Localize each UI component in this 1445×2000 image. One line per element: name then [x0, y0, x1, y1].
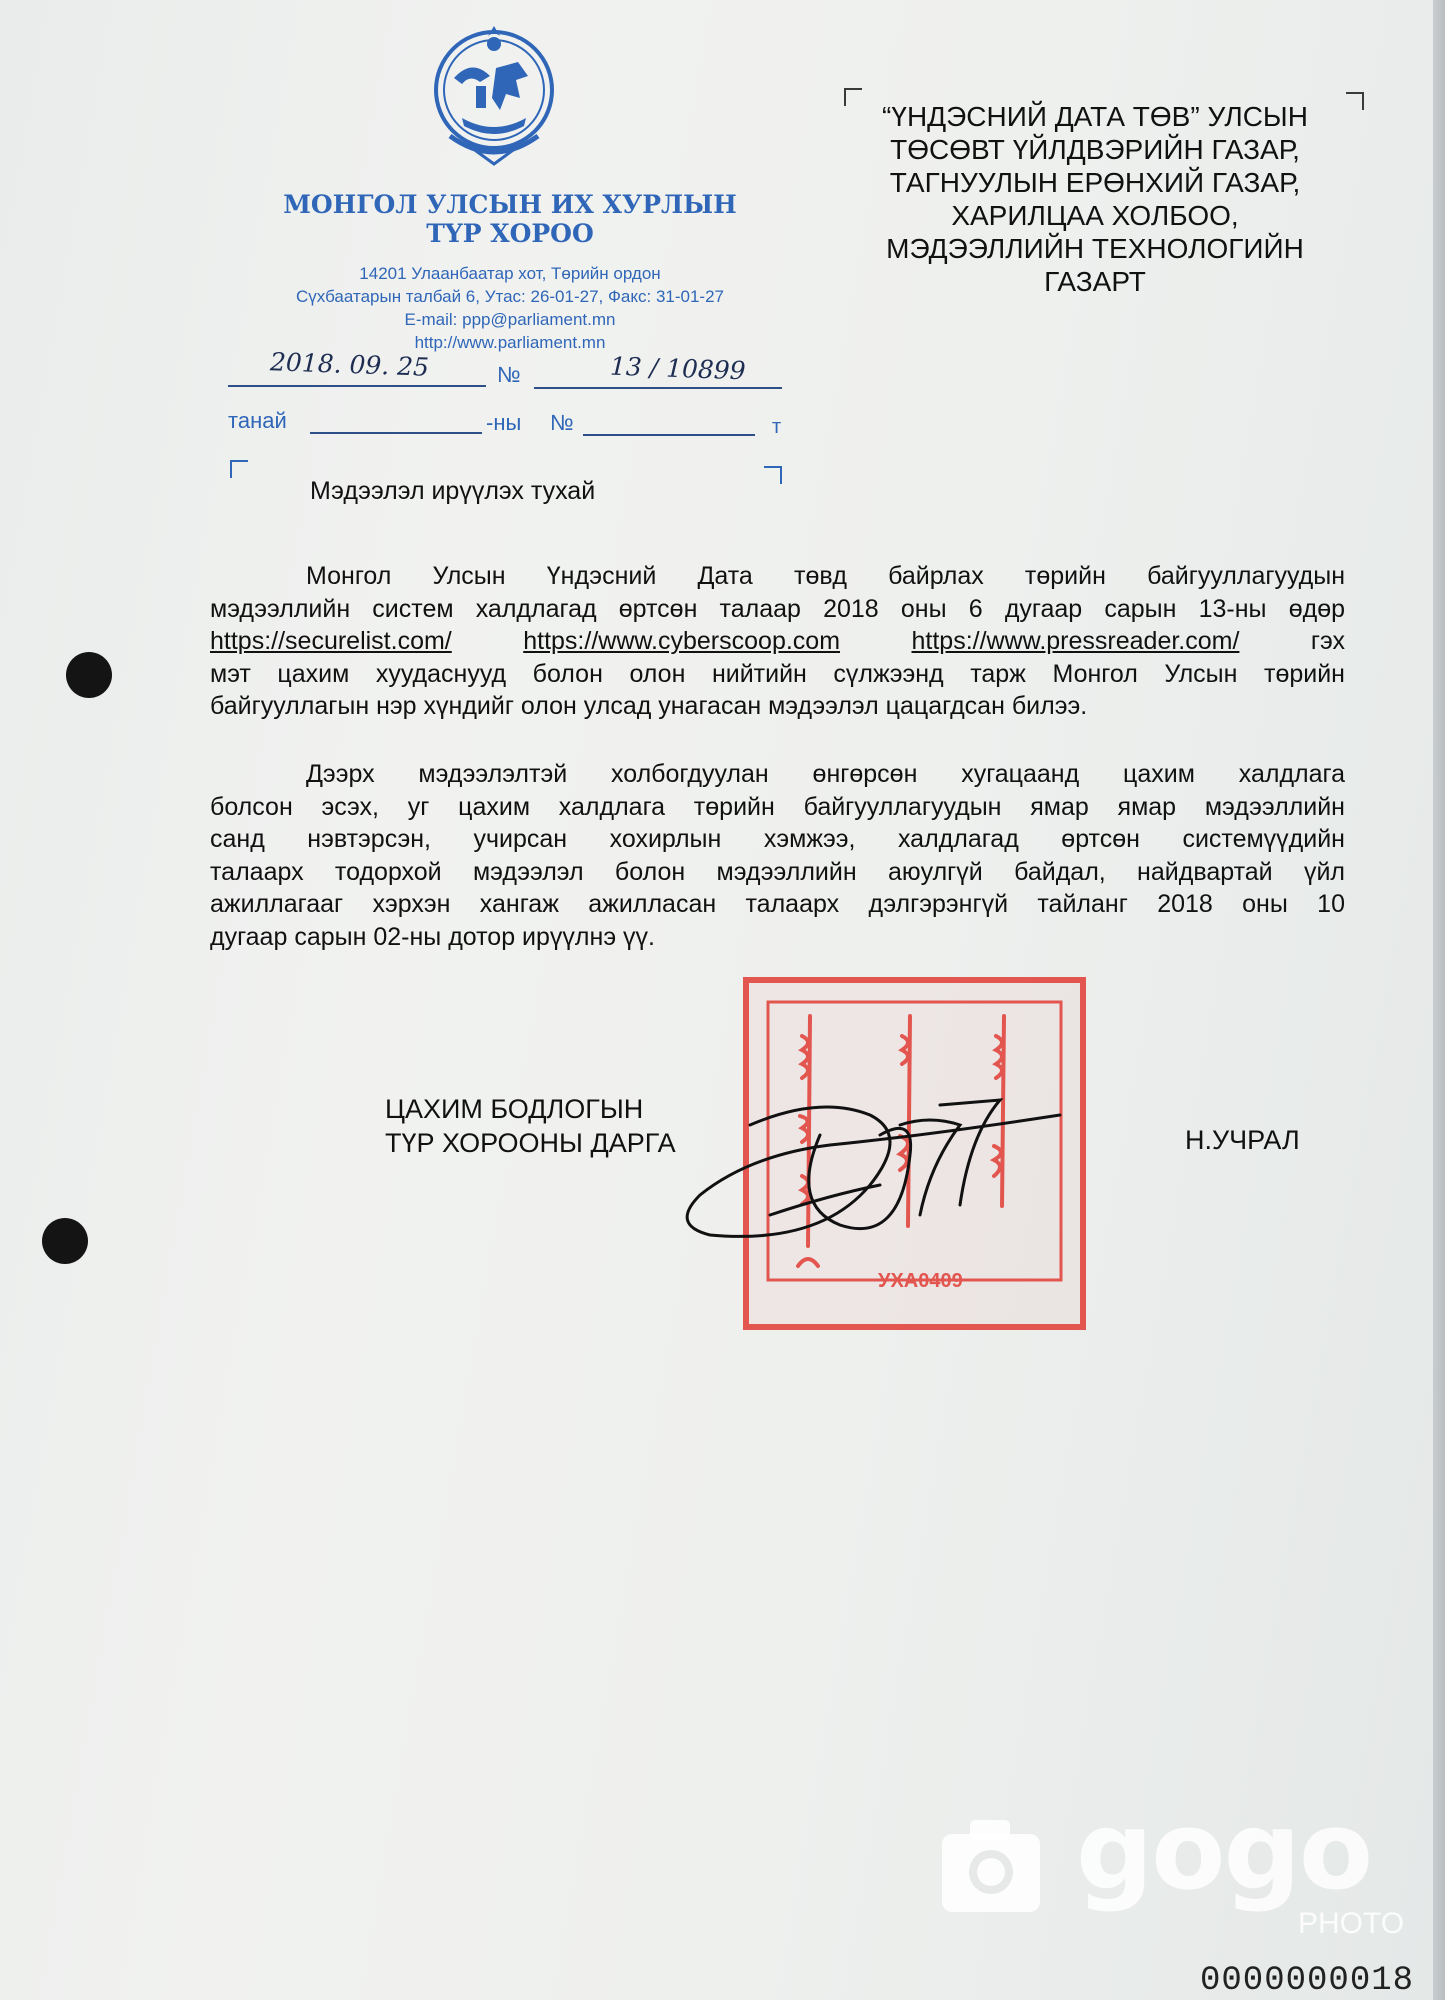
t-label: т [772, 416, 782, 438]
link-securelist[interactable]: https://securelist.com/ [210, 627, 452, 655]
subject-line: Мэдээлэл ирүүлэх тухай [310, 477, 596, 505]
paragraph-line: мэдээллийн систем халдлагад өртсөн талаар 2018 оны 6 дугаар сарын 13-ны өдөр [210, 594, 1345, 623]
paragraph-line: Дээрх мэдээлэлтэй холбогдуулан өнгөрсөн хугацаанд цахим халдлага [306, 760, 1345, 788]
paragraph-line: болсон эсэх, уг цахим халдлага төрийн байгууллагуудын ямар ямар мэдээллийн [210, 792, 1345, 821]
subject-corner-left [230, 460, 248, 478]
org-line-1: МОНГОЛ УЛСЫН ИХ ХУРЛЫН [283, 190, 737, 219]
paragraph-text: гэх [1310, 627, 1346, 655]
recipient-block [850, 100, 1340, 298]
signatory-title-line-2: ТҮР ХОРООНЫ ДАРГА [385, 1128, 676, 1158]
signatory-name: Н.УЧРАЛ [1185, 1125, 1300, 1155]
address-block [240, 262, 780, 354]
number-label: № [497, 362, 521, 387]
website-text: http://www.parliament.mn [414, 333, 606, 352]
your-number-line [583, 434, 755, 436]
email-text: E-mail: ppp@parliament.mn [404, 310, 616, 329]
address-line-2: Сүхбаатарын талбай 6, Утас: 26-01-27, Факс: 31-01-27 [296, 287, 724, 306]
recipient-line-6: ГАЗАРТ [1044, 266, 1146, 297]
address-line-1: 14201 Улаанбаатар хот, Төрийн ордон [359, 264, 661, 283]
subject-corner-right [764, 466, 782, 484]
handwritten-date: 2018. 09. 25 [269, 347, 430, 382]
signatory-title-line-1: ЦАХИМ БОДЛОГЫН [385, 1094, 644, 1124]
watermark-brand: gogo [1076, 1789, 1372, 1914]
paragraph-line: талаарх тодорхой мэдээлэл болон мэдээллийн аюулгүй байдал, найдвартай үйл [210, 857, 1345, 886]
serial-number: 0000000018 [1200, 1962, 1415, 2000]
link-cyberscoop[interactable]: https://www.cyberscoop.com [523, 627, 841, 655]
punch-hole-top [66, 652, 112, 698]
paragraph-line: Монгол Улсын Үндэсний Дата төвд байрлах төрийн байгууллагуудын [306, 562, 1345, 590]
ny-label: -ны [486, 410, 522, 435]
body-paragraph-1 [210, 560, 1345, 723]
number-line [534, 387, 782, 389]
state-emblem-icon [432, 18, 556, 178]
paragraph-line-links [210, 625, 1345, 658]
signatory-title [385, 1092, 676, 1160]
page-edge [1433, 0, 1445, 2000]
paragraph-line: ажиллагааг хэрхэн хангаж ажилласан талаарх дэлгэрэнгүй тайланг 2018 оны 10 [210, 890, 1345, 918]
organization-name [250, 190, 770, 248]
recipient-line-5: МЭДЭЭЛЛИЙН ТЕХНОЛОГИЙН [886, 233, 1304, 264]
no-label: № [550, 410, 574, 435]
recipient-line-3: ТАГНУУЛЫН ЕРӨНХИЙ ГАЗАР, [889, 167, 1301, 198]
recipient-line-1: “ҮНДЭСНИЙ ДАТА ТӨВ” УЛСЫН [882, 101, 1308, 132]
body-paragraph-2 [210, 758, 1345, 953]
stamp-code: УХА0409 [878, 1270, 963, 1292]
recipient-line-4: ХАРИЛЦАА ХОЛБОО, [951, 200, 1239, 231]
paragraph-line: мэт цахим хуудаснууд болон олон нийтийн сүлжээнд тарж Монгол Улсын төрийн [210, 659, 1345, 688]
your-date-line [310, 432, 482, 434]
handwritten-number: 13 / 10899 [609, 351, 747, 386]
your-label: танай [228, 408, 287, 433]
link-pressreader[interactable]: https://www.pressreader.com/ [911, 627, 1240, 655]
paragraph-line: санд нэвтэрсэн, учирсан хохирлын хэмжээ, халдлагад өртсөн системүүдийн [210, 825, 1345, 853]
recipient-line-2: ТӨСӨВТ ҮЙЛДВЭРИЙН ГАЗАР, [890, 134, 1300, 165]
paragraph-line: байгууллагын нэр хүндийг олон улсад унагасан мэдээлэл цацагдсан билээ. [210, 692, 1088, 720]
paragraph-line: дугаар сарын 02-ны дотор ирүүлнэ үү. [210, 922, 655, 951]
org-line-2: ТҮР ХОРОО [426, 219, 594, 248]
handwritten-signature [670, 1075, 1070, 1255]
date-line [228, 385, 486, 387]
punch-hole-bottom [42, 1218, 88, 1264]
watermark-sub: PHOTO [1298, 1907, 1405, 1940]
recipient-corner-right [1346, 92, 1364, 110]
